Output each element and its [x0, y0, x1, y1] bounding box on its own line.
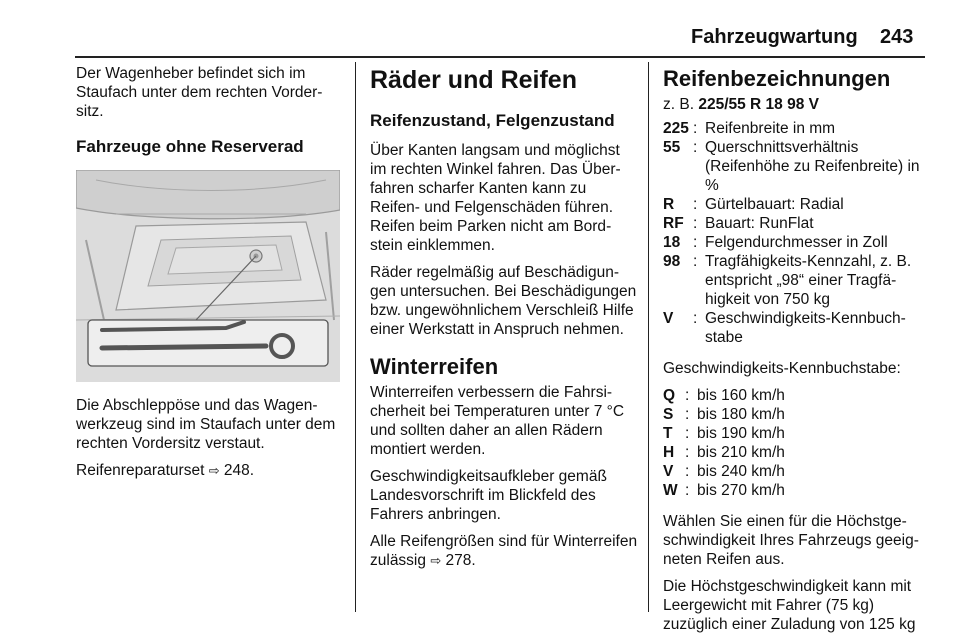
- column-divider-1: [355, 62, 356, 612]
- page-reference-arrow-icon: ⇨: [430, 553, 442, 568]
- speed-letter-heading: Geschwindigkeits-Kennbuchstabe:: [663, 360, 901, 377]
- repair-kit-reference: Reifenreparaturset ⇨ 248.: [76, 462, 255, 479]
- speed-letter-description: bis 160 km/h: [697, 387, 785, 404]
- speed-letter-list: [663, 386, 928, 500]
- designation-code-key: 225: [663, 120, 689, 137]
- designation-example: z. B. 225/55 R 18 98 V: [663, 96, 819, 113]
- speed-letter-separator: :: [685, 406, 690, 423]
- designation-code-description: Querschnittsverhältnis (Reifenhöhe zu Reifenbreite) in %: [705, 139, 920, 194]
- speed-letter-description: bis 240 km/h: [697, 463, 785, 480]
- paragraph-speed-sticker: Geschwindigkeitsaufkleber gemäß Landesvorschrift im Blickfeld des Fahrers anbringen.: [370, 468, 607, 523]
- speed-letter-separator: :: [685, 482, 690, 499]
- speed-letter-description: bis 210 km/h: [697, 444, 785, 461]
- column-middle: [370, 64, 638, 578]
- paragraph-tyre-sizes: Alle Reifengrößen sind für Winterreifen zulässig ⇨ 278.: [370, 533, 638, 569]
- speed-letter-description: bis 270 km/h: [697, 482, 785, 499]
- speed-letter-separator: :: [685, 463, 690, 480]
- designation-code-description: Bauart: RunFlat: [705, 215, 814, 232]
- page-header: [0, 26, 960, 56]
- speed-letter-key: V: [663, 463, 674, 480]
- designation-code-description: Felgendurchmesser in Zoll: [705, 234, 888, 251]
- designation-code-key: V: [663, 310, 674, 327]
- designation-code-separator: :: [693, 215, 698, 232]
- section-heading-wheels-tyres: Räder und Reifen: [370, 66, 577, 94]
- speed-letter-separator: :: [685, 444, 690, 461]
- subheading-no-spare: Fahrzeuge ohne Reserverad: [76, 137, 304, 156]
- designation-code-description: Gürtelbauart: Radial: [705, 196, 844, 213]
- paragraph-choose-tyre: Wählen Sie einen für die Höchstgeschwindigkeit Ihres Fahrzeugs geeigneten Reifen aus.: [663, 513, 919, 568]
- page-number: 243: [880, 26, 914, 48]
- speed-letter-key: Q: [663, 387, 676, 404]
- designation-code-description: Geschwindigkeits-Kennbuchstabe: [705, 310, 906, 346]
- designation-code-key: R: [663, 196, 675, 213]
- designation-code-key: 98: [663, 253, 681, 270]
- column-right: [663, 64, 928, 642]
- designation-code-description: Tragfähigkeits-Kennzahl, z. B. entspricht „98“ einer Tragfähigkeit von 750 kg: [705, 253, 912, 308]
- designation-code-separator: :: [693, 196, 698, 213]
- speed-letter-key: W: [663, 482, 678, 499]
- speed-letter-description: bis 190 km/h: [697, 425, 785, 442]
- designation-code-description: Reifenbreite in mm: [705, 120, 836, 137]
- section-heading-tyre-designations: Reifenbezeichnungen: [663, 66, 891, 91]
- subheading-condition: Reifenzustand, Felgenzustand: [370, 111, 615, 130]
- storage-compartment-illustration: [76, 170, 340, 382]
- chapter-title: Fahrzeugwartung: [691, 26, 858, 48]
- section-heading-winter-tyres: Winterreifen: [370, 354, 499, 379]
- speed-letter-separator: :: [685, 425, 690, 442]
- column-divider-2: [648, 62, 649, 612]
- designation-code-key: 55: [663, 139, 681, 156]
- paragraph-kerbs: Über Kanten langsam und möglichst im rechten Winkel fahren. Das Überfahren scharfer Kanten kann zu Reifen- und Felgenschäden führen. Reifen beim Parken nicht am Bordstein einklemmen.: [370, 142, 621, 254]
- speed-letter-separator: :: [685, 387, 690, 404]
- speed-letter-description: bis 180 km/h: [697, 406, 785, 423]
- page-reference-arrow-icon: ⇨: [208, 463, 220, 478]
- paragraph-max-speed: Die Höchstgeschwindigkeit kann mit Leergewicht mit Fahrer (75 kg) zuzüglich einer Zuladung von 125 kg: [663, 578, 916, 633]
- paragraph-winter-safety: Winterreifen verbessern die Fahrsicherheit bei Temperaturen unter 7 °C und sollten daher an allen Rädern montiert werden.: [370, 384, 625, 458]
- speed-letter-key: T: [663, 425, 673, 442]
- designation-code-separator: :: [693, 234, 698, 251]
- designation-code-separator: :: [693, 120, 698, 137]
- designation-code-separator: :: [693, 310, 698, 327]
- paragraph-inspection: Räder regelmäßig auf Beschädigungen untersuchen. Bei Beschädigungen bzw. ungewöhnlichem Verschleiß Hilfe einer Werkstatt in Anspruch nehmen.: [370, 264, 637, 338]
- speed-letter-key: H: [663, 444, 675, 461]
- header-rule: [75, 56, 925, 58]
- designation-code-list: [663, 119, 928, 347]
- designation-code-key: RF: [663, 215, 684, 232]
- designation-code-key: 18: [663, 234, 681, 251]
- figure-caption: Die Abschleppöse und das Wagenwerkzeug sind im Staufach unter dem rechten Vordersitz verstaut.: [76, 397, 336, 452]
- speed-letter-key: S: [663, 406, 674, 423]
- designation-code-separator: :: [693, 253, 698, 270]
- designation-code-separator: :: [693, 139, 698, 156]
- jack-location-text: Der Wagenheber befindet sich im Staufach unter dem rechten Vordersitz.: [76, 65, 323, 120]
- column-left: [76, 64, 344, 488]
